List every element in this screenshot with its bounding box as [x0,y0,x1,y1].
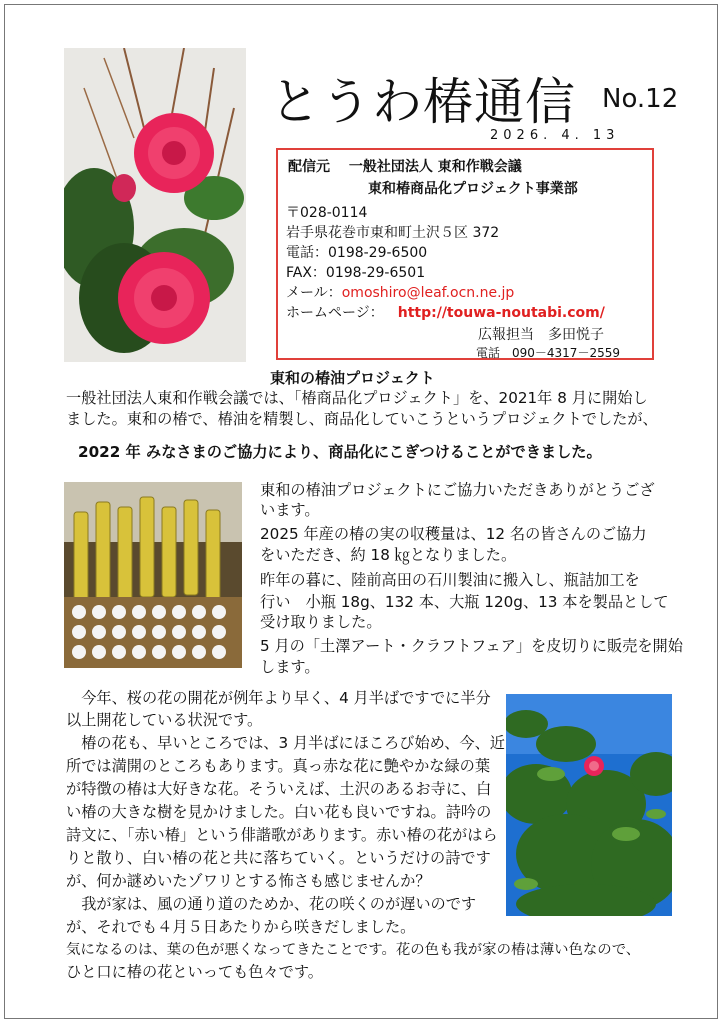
body-line: 東和の椿油プロジェクトにご協力いただきありがとうござ [260,481,655,499]
email-link[interactable]: omoshiro@leaf.ocn.ne.jp [341,285,515,301]
pr-contact: 広報担当 多田悦子 [478,327,604,343]
body-line: 受け取りました。 [260,613,382,631]
issue-date: 2026. 4. 13 [490,128,620,143]
intro-line: ました。東和の椿で、椿油を精製し、商品化していこうというプロジェクトでしたが、 [66,410,658,428]
essay-line: 今年、桜の花の開花が例年より早く、4 月半ばですでに半分 [66,689,491,707]
body-line: います。 [260,501,320,519]
camellia-photo [64,48,246,362]
pr-phone: 電話 090－4317－2559 [476,346,620,360]
body-line: をいただき、約 18 ㎏となりました。 [260,546,517,564]
body-line: します。 [260,658,320,676]
body-line: 行い 小瓶 18g、132 本、大瓶 120g、13 本を製品として [260,593,669,611]
essay-line: い椿の大きな樹を見かけました。白い花も良いですね。詩吟の [66,803,492,821]
lead-sentence: 2022 年 みなさまのご協力により、商品化にこぎつけることができました。 [78,443,602,461]
article-heading: 東和の椿油プロジェクト [270,369,435,387]
publisher-org: 配信元 一般社団法人 東和作戦会議 [288,159,522,175]
publisher-dept: 東和椿商品化プロジェクト事業部 [368,181,578,197]
oil-bottles-photo [64,482,242,668]
phone: 電話：0198-29-6500 [286,245,428,261]
essay-line: りと散り、白い椿の花と共に落ちていく。というだけの詩です [66,849,491,867]
fax: FAX：0198-29-6501 [286,265,426,281]
newsletter-title: とうわ椿通信 [270,73,576,131]
homepage-row [286,302,605,322]
essay-line: が、何か謎めいたゾワリとする怖さも感じませんか？ [66,872,431,890]
body-line: 昨年の暮に、陸前高田の石川製油に搬入し、瓶詰加工を [260,571,640,589]
camellia-bush-photo [506,694,672,916]
issue-number: No.12 [602,84,679,114]
email-label: メール： [286,285,342,301]
postal-code: 〒028-0114 [286,205,368,221]
essay-line: が、それでも４月５日あたりから咲きだしました。 [66,918,416,936]
homepage-label: ホームページ： [286,305,384,321]
email-row [286,282,514,302]
body-line: 5 月の「土澤アート・クラフトフェア」を皮切りに販売を開始 [260,637,683,655]
essay-line: 我が家は、風の通り道のためか、花の咲くのが遅いのです [66,895,477,913]
publisher-info-box [276,148,654,360]
essay-line: 詩文に、「赤い椿」という俳諧歌があります。赤い椿の花がはら [66,826,498,844]
essay-line: 以上開花している状況です。 [66,711,263,729]
body-line: 2025 年産の椿の実の収穫量は、12 名の皆さんのご協力 [260,525,647,543]
essay-line: 所では満開のところもあります。真っ赤な花に艶やかな緑の葉 [66,757,491,775]
essay-line: 気になるのは、葉の色が悪くなってきたことです。花の色も我が家の椿は薄い色なので、 [66,942,641,958]
essay-line: ひと口に椿の花といっても色々です。 [66,963,323,981]
essay-line: が特徴の椿は大好きな花。そういえば、土沢のあるお寺に、白 [66,780,492,798]
homepage-link[interactable]: http://touwa-noutabi.com/ [397,305,605,321]
intro-line: 一般社団法人東和作戦会議では、「椿商品化プロジェクト」を、2021年 8 月に開始し [66,389,648,407]
essay-line: 椿の花も、早いところでは、3 月半ばにほころび始め、今、近 [66,734,505,752]
address: 岩手県花巻市東和町土沢５区 372 [286,225,500,241]
